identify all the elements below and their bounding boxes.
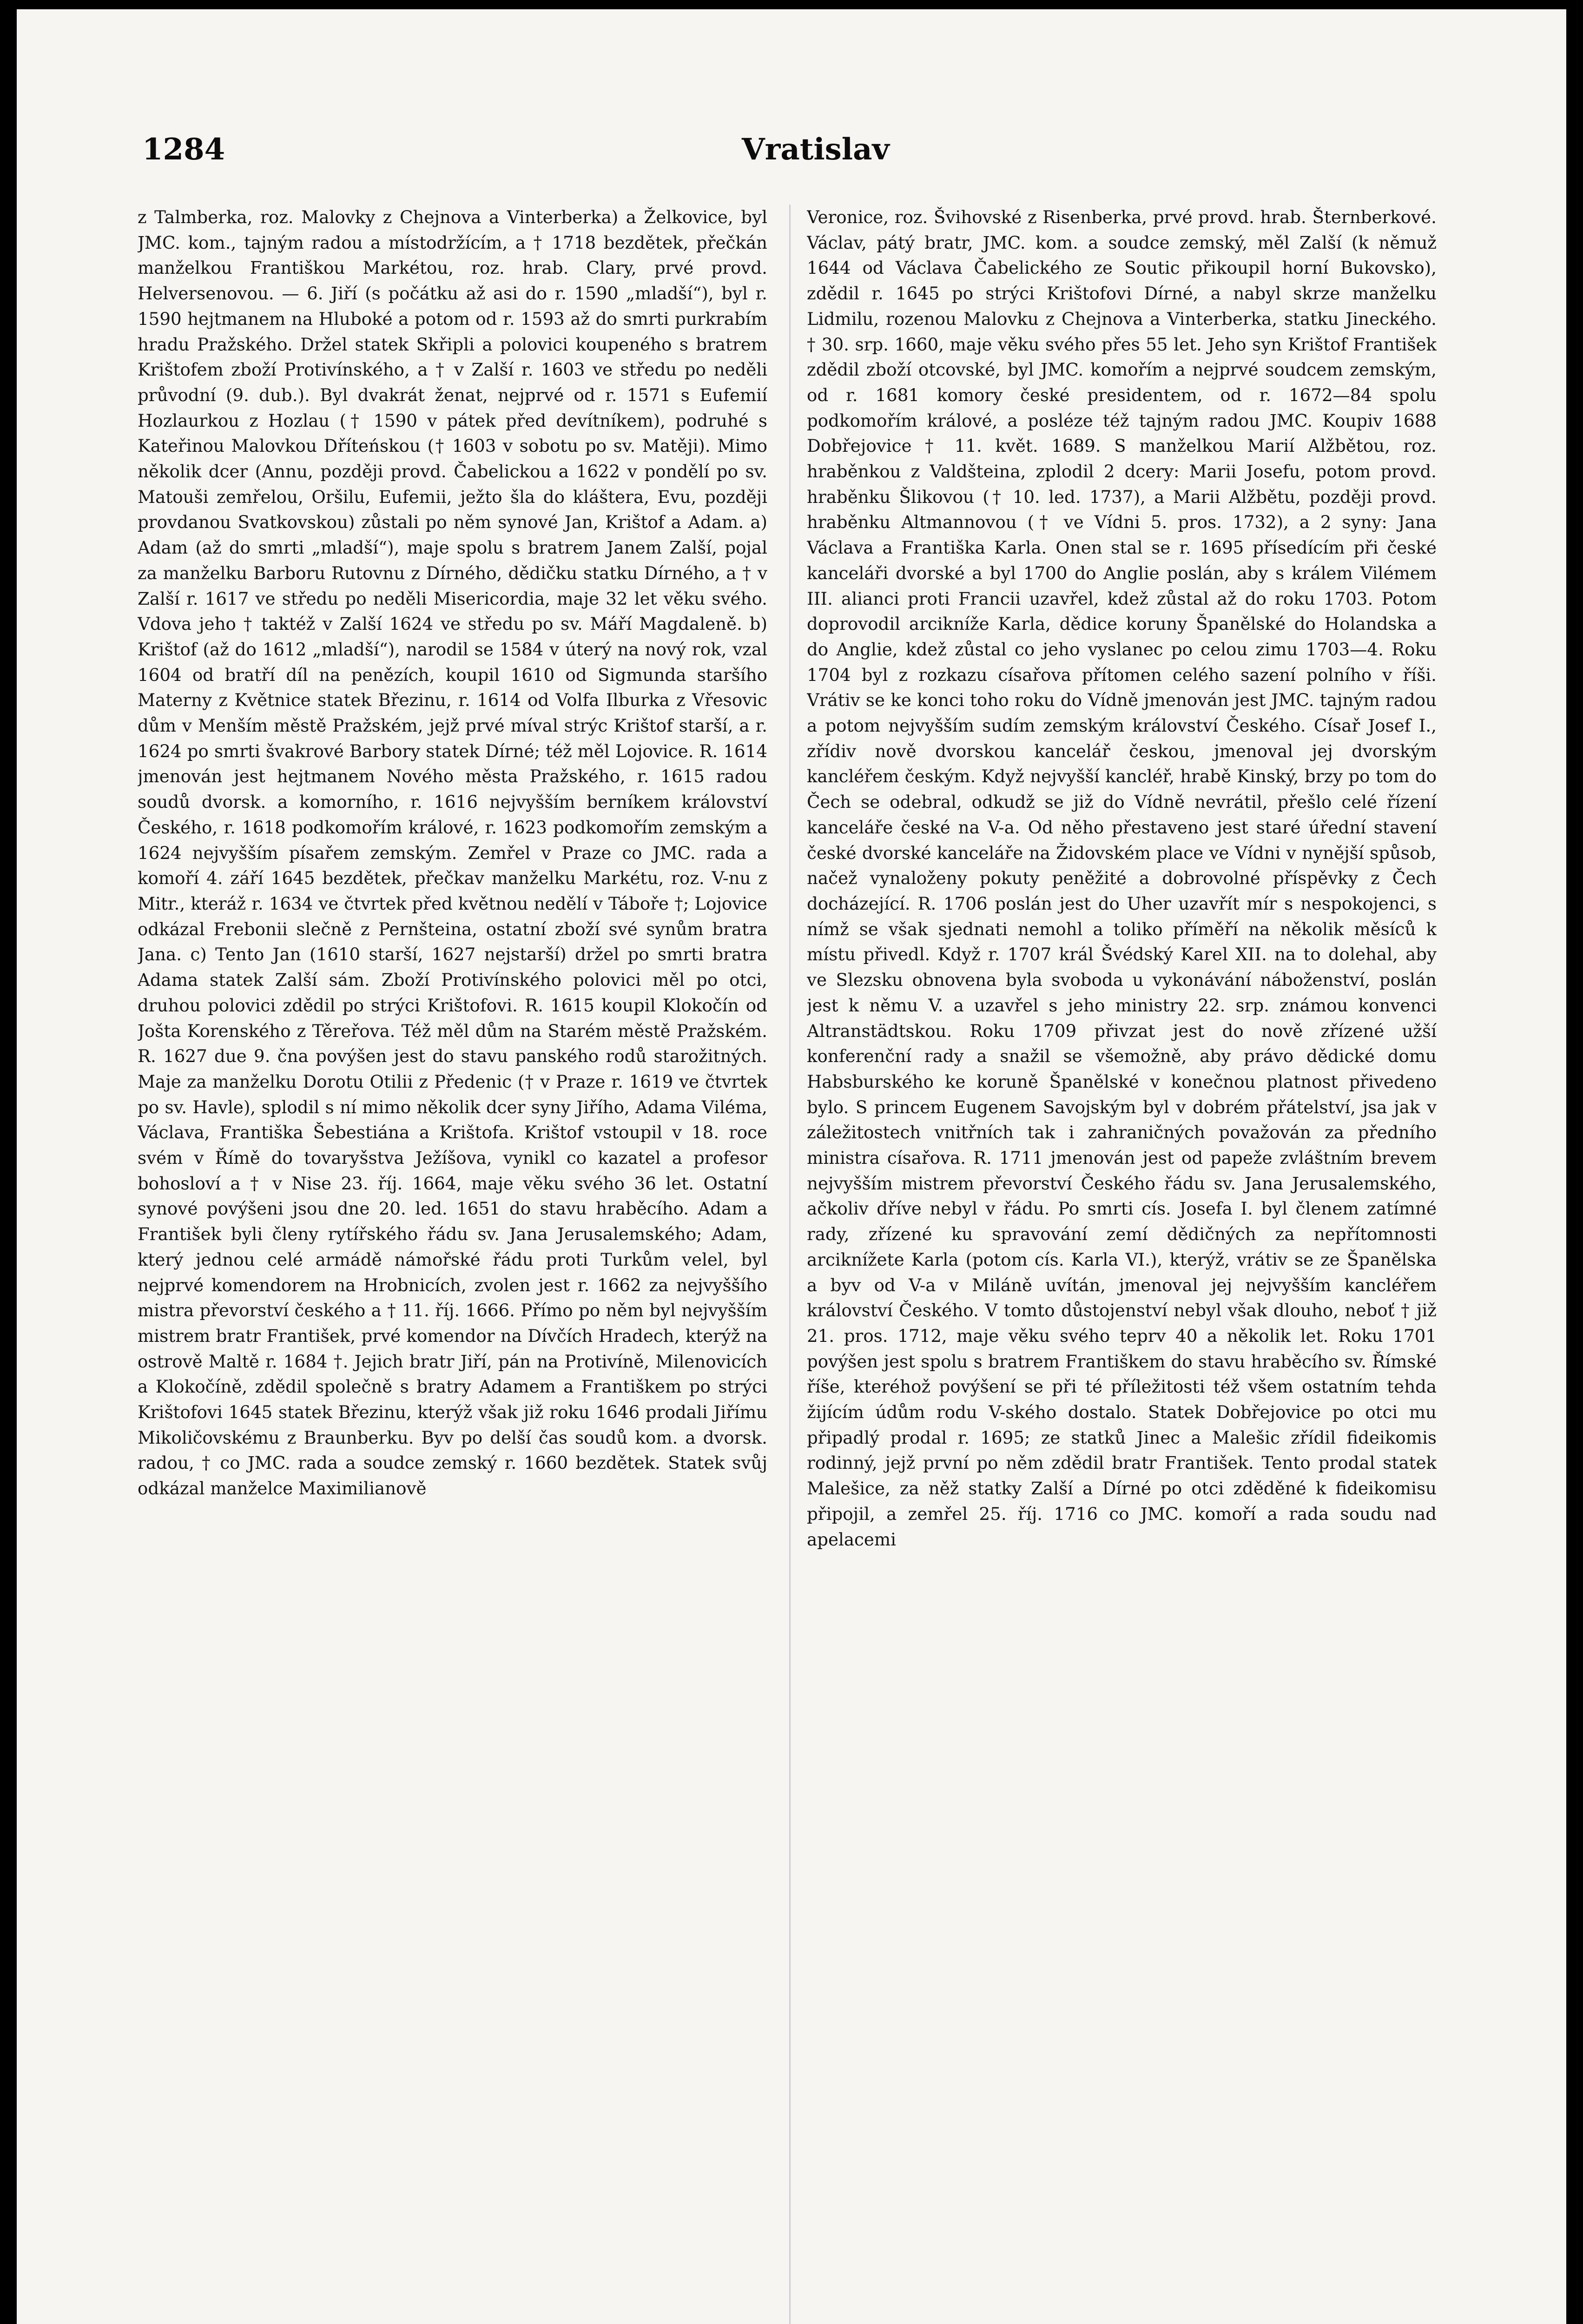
running-head: Vratislav xyxy=(742,132,890,167)
text-column-left: z Talmberka, roz. Malovky z Chejnova a Vinterberka) a Želkovice, byl JMC. kom., tajným radou a místodržícím, a † 1718 bezdětek, přečkán manželkou Františkou Markétou, roz. hrab. Clary, prvé provd. Helversenovou. — 6. Jiří (s počátku až asi do r. 1590 „mladší“), byl r. 1590 hejtmanem na Hluboké a potom od r. 1593 až do smrti purkrabím hradu Pražského. Držel statek Skřipli a polovici koupeného s bratrem Krištofem zboží Protivínského, a † v Zalší r. 1603 ve středu po neděli průvodní (9. dub.). Byl dvakrát ženat, nejprvé od r. 1571 s Eufemií Hozlaurkou z Hozlau († 1590 v pátek před devítníkem), podruhé s Kateřinou Malovkou Dříteńskou († 1603 v sobotu po sv. Matěji). Mimo několik dcer (Annu, později provd. Čabelickou a 1622 v pondělí po sv. Matouši zemřelou, Oršilu, Eufemii, ježto šla do kláštera, Evu, později provdanou Svatkovskou) zůstali po něm synové Jan, Krištof a Adam. a) Adam (až do smrti „mladší“), maje spolu s bratrem Janem Zalší, pojal za manželku Barboru Rutovnu z Dírného, dědičku statku Dírného, a † v Zalší r. 1617 ve středu po neděli Misericordia, maje 32 let věku svého. Vdova jeho † taktéž v Zalší 1624 ve středu po sv. Máří Magdaleně. b) Krištof (až do 1612 „mladší“), narodil se 1584 v úterý na nový rok, vzal 1604 od bratří díl na penězích, koupil 1610 od Sigmunda staršího Materny z Květnice statek Březinu, r. 1614 od Volfa Ilburka z Vřesovic dům v Menším městě Pražském, jejž prvé míval strýc Krištof starší, a r. 1624 po smrti švakrové Barbory statek Dírné; též měl Lojovice. R. 1614 jmenován jest hejtmanem Nového města Pražského, r. 1615 radou soudů dvorsk. a komorního, r. 1616 nejvyšším berníkem království Českého, r. 1618 podkomořím králové, r. 1623 podkomořím zemským a 1624 nejvyšším písařem zemským. Zemřel v Praze co JMC. rada a komoří 4. září 1645 bezdětek, přečkav manželku Markétu, roz. V-nu z Mitr., kteráž r. 1634 ve čtvrtek před květnou nedělí v Táboře †; Lojovice odkázal Frebonii slečně z Pernšteina, ostatní zboží své synům bratra Jana. c) Tento Jan (1610 starší, 1627 nejstarší) držel po smrti bratra Adama statek Zalší sám. Zboží Protivínského polovici měl po otci, druhou polovici zdědil po strýci Krištofovi. R. 1615 koupil Klokočín od Jošta Korenského z Těreřova. Též měl dům na Starém městě Pražském. R. 1627 due 9. čna povýšen jest do stavu panského rodů starožitných. Maje za manželku Dorotu Otilii z Předenic († v Praze r. 1619 ve čtvrtek po sv. Havle), splodil s ní mimo několik dcer syny Jiřího, Adama Viléma, Václava, Františka Šebestiána a Krištofa. Krištof vstoupil v 18. roce svém v Římě do tovaryšstva Ježíšova, vynikl co kazatel a profesor bohosloví a † v Nise 23. říj. 1664, maje věku svého 36 let. Ostatní synové povýšeni jsou dne 20. led. 1651 do stavu hraběcího. Adam a František byli členy rytířského řádu sv. Jana Jerusalemského; Adam, který jednou celé armádě námořské řádu proti Turkům velel, byl nejprvé komendorem na Hrobnicích, zvolen jest r. 1662 za nejvyššího mistra převorství českého a † 11. říj. 1666. Přímo po něm byl nejvyšším mistrem bratr František, prvé komendor na Dívčích Hradech, kterýž na ostrově Maltě r. 1684 †. Jejich bratr Jiří, pán na Protivíně, Milenovicích a Klokočíně, zdědil společně s bratry Adamem a Františkem po strýci Krištofovi 1645 statek Březinu, kterýž však již roku 1646 prodali Jiřímu Mikoličovskému z Braunberku. Byv po delší čas soudů kom. a dvorsk. radou, † co JMC. rada a soudce zemský r. 1660 bezdětek. Statek svůj odkázal manželce Maximilianově xyxy=(138,207,767,1499)
text-column-right: Veronice, roz. Švihovské z Risenberka, prvé provd. hrab. Šternberkové. Václav, pátý bratr, JMC. kom. a soudce zemský, měl Zalší (k němuž 1644 od Václava Čabelického ze Soutic přikoupil horní Bukovsko), zdědil r. 1645 po strýci Krištofovi Dírné, a nabyl skrze manželku Lidmilu, rozenou Malovku z Chejnova a Vinterberka, statku Jineckého. † 30. srp. 1660, maje věku svého přes 55 let. Jeho syn Krištof František zdědil zboží otcovské, byl JMC. komořím a nejprvé soudcem zemským, od r. 1681 komory české presidentem, od r. 1672—84 spolu podkomořím králové, a posléze též tajným radou JMC. Koupiv 1688 Dobřejovice † 11. květ. 1689. S manželkou Marií Alžbětou, roz. hraběnkou z Valdšteina, zplodil 2 dcery: Marii Josefu, potom provd. hraběnku Šlikovou († 10. led. 1737), a Marii Alžbětu, později provd. hraběnku Altmannovou († ve Vídni 5. pros. 1732), a 2 syny: Jana Václava a Františka Karla. Onen stal se r. 1695 přísedícím při české kanceláři dvorské a byl 1700 do Anglie poslán, aby s králem Vilémem III. alianci proti Francii uzavřel, kdež zůstal až do roku 1703. Potom doprovodil arcikníže Karla, dědice koruny Španělské do Holandska a do Anglie, kdež zůstal co jeho vyslanec po celou zimu 1703—4. Roku 1704 byl z rozkazu císařova přítomen celého sazení polního v říši. Vrátiv se ke konci toho roku do Vídně jmenován jest JMC. tajným radou a potom nejvyšším sudím zemským království Českého. Císař Josef I., zřídiv nově dvorskou kancelář českou, jmenoval jej dvorským kancléřem českým. Když nejvyšší kancléř, hrabě Kinský, brzy po tom do Čech se odebral, odkudž se již do Vídně nevrátil, přešlo celé řízení kanceláře české na V-a. Od něho přestaveno jest staré úřední stavení české dvorské kanceláře na Židovském place ve Vídni v nynější spůsob, načež vynaloženy pokuty peněžité a dobrovolné příspěvky z Čech docházející. R. 1706 poslán jest do Uher uzavřít mír s nespokojenci, s nímž se však sjednati nemohl a toliko příměří na několik měsíců k místu přivedl. Když r. 1707 král Švédský Karel XII. na to dolehal, aby ve Slezsku obnovena byla svoboda u vykonávání náboženství, poslán jest k němu V. a uzavřel s jeho ministry 22. srp. známou konvenci Altranstädtskou. Roku 1709 přivzat jest do nově zřízené užší konferenční rady a snažil se všemožně, aby právo dědické domu Habsburského ke koruně Španělské v konečnou platnost přivedeno bylo. S princem Eugenem Savojským byl v dobrém přátelství, jsa jak v záležitostech vnitřních tak i zahraničných považován za předního ministra císařova. R. 1711 jmenován jest od papeže zvláštním brevem nejvyšším mistrem převorství Českého řádu sv. Jana Jerusalemského, ačkoliv dříve nebyl v řádu. Po smrti cís. Josefa I. byl členem zatímné rady, zřízené ku spravování zemí dědičných za nepřítomnosti arciknížete Karla (potom cís. Karla VI.), kterýž, vrátiv se ze Španělska a byv od V-a v Miláně uvítán, jmenoval jej nejvyšším kancléřem království Českého. V tomto důstojenství nebyl však dlouho, neboť † již 21. pros. 1712, maje věku svého teprv 40 a několik let. Roku 1701 povýšen jest spolu s bratrem Františkem do stavu hraběcího sv. Římské říše, kteréhož povýšení se při té příležitosti též všem ostatním tehda žijícím údům rodu V-ského dostalo. Statek Dobřejovice po otci mu připadlý prodal r. 1695; ze statků Jinec a Malešic zřídil fideikomis rodinný, jejž první po něm zdědil bratr František. Tento prodal statek Malešice, za něž statky Zalší a Dírné po otci zděděné k fideikomisu připojil, a zemřel 25. říj. 1716 co JMC. komoří a rada soudu nad apelacemi xyxy=(807,207,1437,1550)
page-number: 1284 xyxy=(142,132,225,167)
book-page xyxy=(17,9,1566,2324)
column-divider xyxy=(789,205,791,2324)
